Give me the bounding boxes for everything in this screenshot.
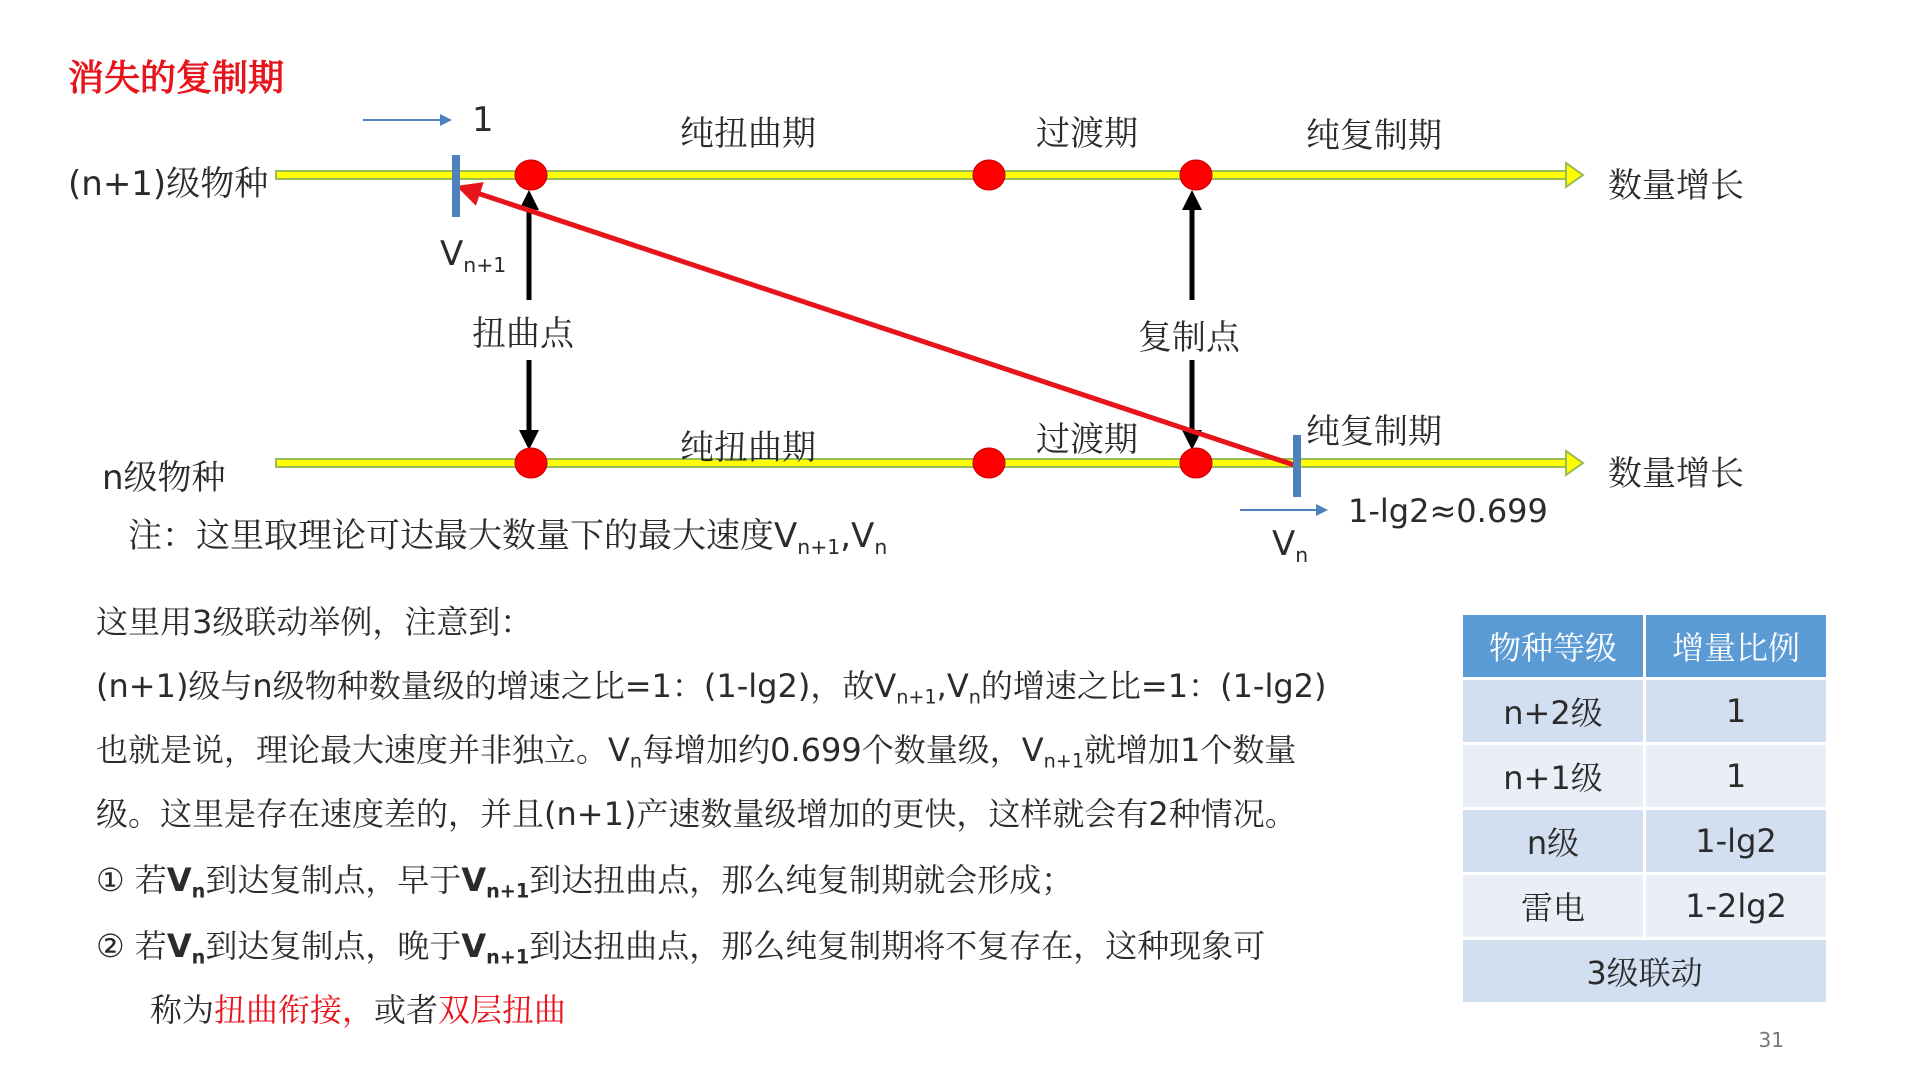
- lower-phase-copy: 纯复制期: [1306, 412, 1442, 452]
- upper-position-marker: [452, 155, 460, 217]
- page-number: 31: [1758, 1028, 1784, 1052]
- lower-phase-transition: 过渡期: [1036, 420, 1138, 460]
- table-cell: n级: [1462, 809, 1645, 874]
- table-cell: n+2级: [1462, 679, 1645, 744]
- table-cell: 1: [1645, 744, 1828, 809]
- lower-speed-value: 1-lg2≈0.699: [1348, 492, 1548, 530]
- table-row: [1462, 744, 1828, 809]
- para-line-4: 级。这里是存在速度差的，并且(n+1)产速数量级增加的更快，这样就会有2种情况。: [96, 795, 1297, 833]
- table-cell: n+1级: [1462, 744, 1645, 809]
- table-cell: 1: [1645, 679, 1828, 744]
- table-header-level: 物种等级: [1462, 614, 1645, 679]
- increment-ratio-table: [1460, 612, 1829, 1005]
- slide-title: 消失的复制期: [68, 58, 285, 99]
- upper-phase-copy: 纯复制期: [1306, 116, 1442, 156]
- para-line-2: (n+1)级与n级物种数量级的增速之比=1：(1-lg2)，故$V_{n+1},V_n$的增速之比=1：(1-lg2): [96, 667, 1327, 709]
- table-footer-row: [1462, 939, 1828, 1004]
- table-header-row: [1462, 614, 1828, 679]
- upper-phase-twist: 纯扭曲期: [680, 114, 816, 154]
- upper-twist-dot: [515, 160, 547, 190]
- lower-end-label: 数量增长: [1608, 454, 1744, 494]
- upper-transition-dot: [973, 160, 1005, 190]
- para-line-7: 称为扭曲衔接，或者双层扭曲: [150, 991, 567, 1029]
- upper-copy-dot: [1180, 160, 1212, 190]
- upper-speed-value: 1: [472, 100, 494, 140]
- para-line-1: 这里用3级联动举例，注意到：: [96, 603, 533, 641]
- table-row: [1462, 679, 1828, 744]
- table-footer: 3级联动: [1462, 939, 1828, 1004]
- copy-point-label: 复制点: [1138, 318, 1240, 358]
- lower-copy-dot: [1180, 448, 1212, 478]
- lower-phase-twist: 纯扭曲期: [680, 428, 816, 468]
- lower-twist-dot: [515, 448, 547, 478]
- lower-position-marker: [1293, 435, 1301, 497]
- twist-point-label: 扭曲点: [472, 314, 574, 354]
- table-row: [1462, 809, 1828, 874]
- table-header-ratio: 增量比例: [1645, 614, 1828, 679]
- table-cell: 雷电: [1462, 874, 1645, 939]
- upper-speed-symbol: $V_{n+1}$: [440, 234, 507, 278]
- table-cell: 1-lg2: [1645, 809, 1828, 874]
- upper-species-label: (n+1)级物种: [68, 164, 269, 204]
- upper-timeline: [276, 163, 1583, 187]
- lower-species-label: n级物种: [102, 458, 226, 498]
- table-row: [1462, 874, 1828, 939]
- lower-speed-symbol: $V_n$: [1272, 524, 1309, 568]
- lower-timeline: [276, 451, 1583, 475]
- para-line-5: ① 若$V_n$到达复制点，早于$V_{n+1}$到达扭曲点，那么纯复制期就会形成；: [96, 861, 1074, 903]
- upper-phase-transition: 过渡期: [1036, 114, 1138, 154]
- para-line-6: ② 若$V_n$到达复制点，晚于$V_{n+1}$到达扭曲点，那么纯复制期将不复存在，这种现象可: [96, 927, 1266, 969]
- table-cell: 1-2lg2: [1645, 874, 1828, 939]
- lower-transition-dot: [973, 448, 1005, 478]
- diagram-note: 注：这里取理论可达最大数量下的最大速度$V_{n+1},V_n$: [128, 516, 888, 560]
- para-line-3: 也就是说，理论最大速度并非独立。$V_n$每增加约0.699个数量级，$V_{n+1}$就增加1个数量: [96, 731, 1297, 773]
- upper-end-label: 数量增长: [1608, 166, 1744, 206]
